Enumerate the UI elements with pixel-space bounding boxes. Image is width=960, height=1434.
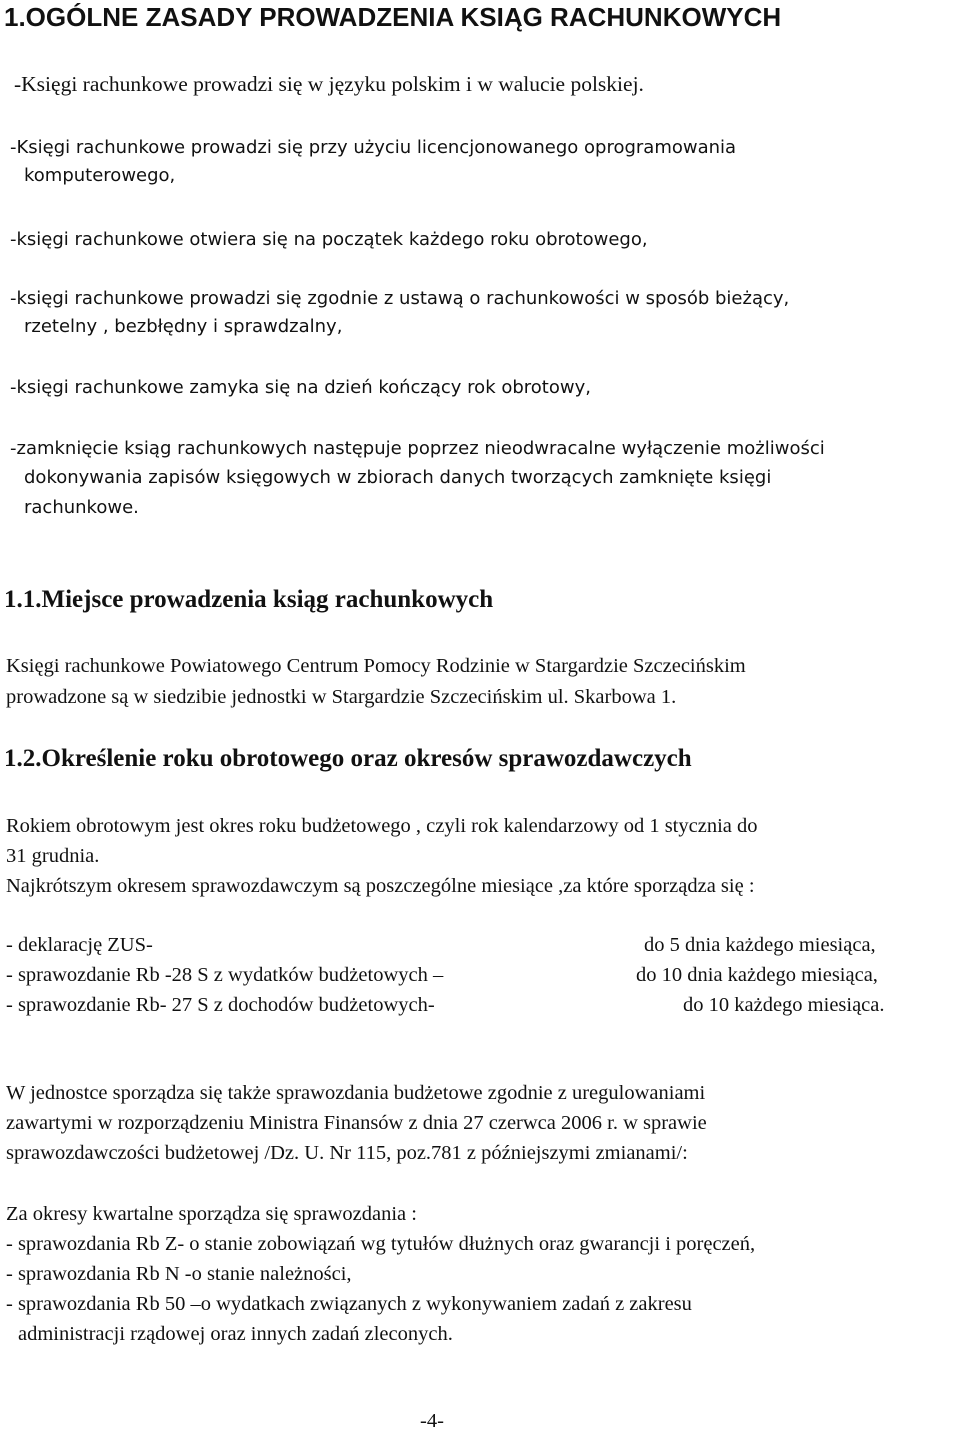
main-heading: 1.OGÓLNE ZASADY PROWADZENIA KSIĄG RACHUNKOWYCH xyxy=(4,2,782,32)
intro-item-software: -Księgi rachunkowe prowadzi się przy użyciu licencjonowanego oprogramowania xyxy=(10,137,737,158)
intro-item-closure-cont2: rachunkowe. xyxy=(24,497,139,518)
section-1-1-line2: prowadzone są w siedzibie jednostki w Stargardzie Szczecińskim ul. Skarbowa 1. xyxy=(6,686,677,708)
intro-item-keeping-cont: rzetelny , bezbłędny i sprawdzalny, xyxy=(24,316,343,337)
intro-item-software-cont: komputerowego, xyxy=(24,165,176,186)
report-name: - sprawozdanie Rb- 27 S z dochodów budżetowych- xyxy=(6,994,435,1016)
report-deadline: do 10 dnia każdego miesiąca, xyxy=(636,964,878,986)
quarterly-item: - sprawozdania Rb N -o stanie należności, xyxy=(6,1263,352,1285)
report-deadline: do 5 dnia każdego miesiąca, xyxy=(644,934,876,956)
section-1-2-line1: Rokiem obrotowym jest okres roku budżetowego , czyli rok kalendarzowy od 1 stycznia do xyxy=(6,815,758,837)
quarterly-item-cont: administracji rządowej oraz innych zadań zleconych. xyxy=(18,1323,453,1345)
budget-reports-line3: sprawozdawczości budżetowej /Dz. U. Nr 115, poz.781 z późniejszymi zmianami/: xyxy=(6,1142,688,1164)
intro-item-keeping: -księgi rachunkowe prowadzi się zgodnie z ustawą o rachunkowości w sposób bieżący, xyxy=(10,288,790,309)
budget-reports-line1: W jednostce sporządza się także sprawozdania budżetowe zgodnie z uregulowaniami xyxy=(6,1082,706,1104)
intro-language-currency: -Księgi rachunkowe prowadzi się w języku polskim i w walucie polskiej. xyxy=(14,72,644,96)
section-1-2-line2: 31 grudnia. xyxy=(6,845,100,867)
quarterly-intro: Za okresy kwartalne sporządza się sprawozdania : xyxy=(6,1203,417,1225)
quarterly-item: - sprawozdania Rb 50 –o wydatkach związanych z wykonywaniem zadań z zakresu xyxy=(6,1293,692,1315)
section-1-1-heading: 1.1.Miejsce prowadzenia ksiąg rachunkowych xyxy=(4,586,494,613)
intro-item-opening: -księgi rachunkowe otwiera się na początek każdego roku obrotowego, xyxy=(10,229,648,250)
report-name: - sprawozdanie Rb -28 S z wydatków budżetowych – xyxy=(6,964,444,986)
intro-item-closing: -księgi rachunkowe zamyka się na dzień kończący rok obrotowy, xyxy=(10,377,591,398)
section-1-2-heading: 1.2.Określenie roku obrotowego oraz okresów sprawozdawczych xyxy=(4,745,692,772)
budget-reports-line2: zawartymi w rozporządzeniu Ministra Finansów z dnia 27 czerwca 2006 r. w sprawie xyxy=(6,1112,707,1134)
section-1-1-line1: Księgi rachunkowe Powiatowego Centrum Pomocy Rodzinie w Stargardzie Szczecińskim xyxy=(6,655,746,677)
section-1-2-line3: Najkrótszym okresem sprawozdawczym są poszczególne miesiące ,za które sporządza się : xyxy=(6,875,755,897)
intro-item-closure-cont1: dokonywania zapisów księgowych w zbiorach danych tworzących zamknięte księgi xyxy=(24,467,772,488)
intro-item-closure: -zamknięcie ksiąg rachunkowych następuje poprzez nieodwracalne wyłączenie możliwości xyxy=(10,438,825,459)
report-deadline: do 10 każdego miesiąca. xyxy=(683,994,885,1016)
page-number: -4- xyxy=(420,1410,444,1432)
report-name: - deklarację ZUS- xyxy=(6,934,153,956)
quarterly-item: - sprawozdania Rb Z- o stanie zobowiązań wg tytułów dłużnych oraz gwarancji i poręczeń, xyxy=(6,1233,756,1255)
